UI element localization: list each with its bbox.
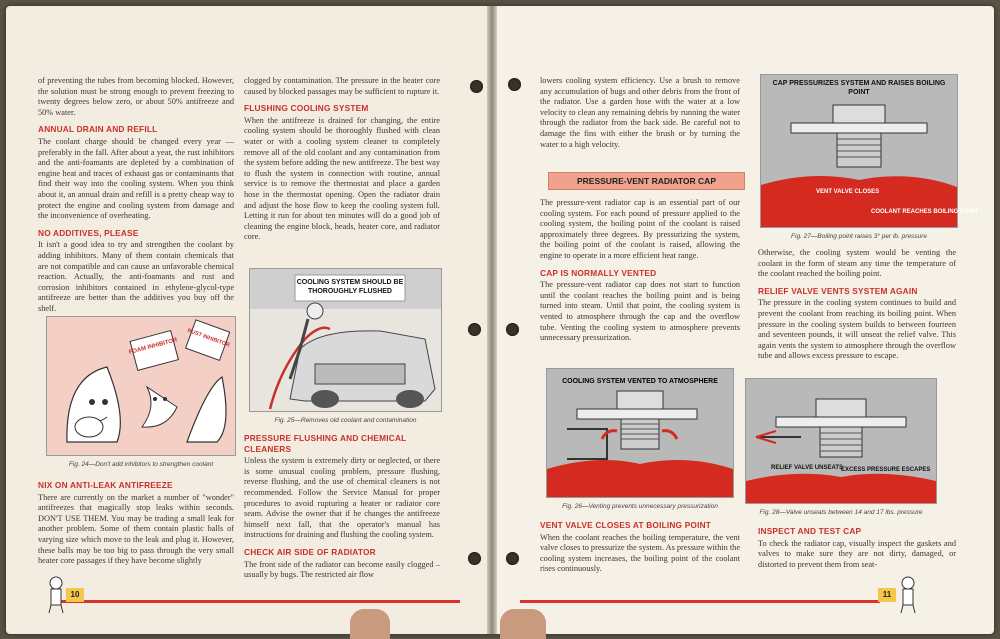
binder-hole	[508, 78, 521, 91]
paragraph: To check the radiator cap, visually inspect the gaskets and valves to make sure they are not dirty, damaged, or distorted to prevent them from seat-	[758, 538, 956, 569]
figure-caption: Fig. 25—Removes old coolant and contamination	[274, 417, 417, 424]
right-column-1-bottom	[540, 514, 740, 578]
binder-hole	[468, 552, 481, 565]
binder-hole	[470, 80, 483, 93]
paragraph: Unless the system is extremely dirty or neglected, or there is some unusual cooling problem, pressure flushing, reverse flushing, and the use of chemical cleaners is not recommended. Follow the Service Manual for proper procedures to avoid rupturing a heater or radiator core seam. Advise the owner that if he changes the antifreeze himself next fall, that the operator's manual has instructions for draining and flushing the cooling system.	[244, 456, 440, 540]
left-column-1	[38, 76, 234, 317]
right-column-2-bottom	[758, 520, 956, 573]
section-banner: PRESSURE-VENT RADIATOR CAP	[548, 172, 745, 190]
paragraph: When the antifreeze is drained for changing, the entire cooling system should be thoroughly flushed with clean water or with a cooling system cleaner to completely remove all of the old coolant and any contamination from the system before adding the new antifreeze. The best way to flush the system in connection with routine, annual service is to remove the thermostat and place a garden hose in the thermostat opening. Open the radiator drain and adjust the hose flow to keep the cooling system full. Letting it run for about ten minutes will do a good job of cleaning the engine block, heads, heater core, and radiator core.	[244, 115, 440, 242]
heading-relief-valve: RELIEF VALVE VENTS SYSTEM AGAIN	[758, 285, 918, 296]
figure-title: CAP PRESSURIZES SYSTEM AND RAISES BOILING POINT	[772, 80, 946, 96]
figure-25	[249, 268, 442, 424]
heading-no-additives: NO ADDITIVES, PLEASE	[38, 227, 139, 238]
left-column-2	[244, 76, 440, 246]
paragraph: The pressure-vent radiator cap is an essential part of our cooling system. For each pound of pressure applied to the cooling system, the boiling point of the coolant is raised approximately three degrees. By pressurizing the system, the boiling point of the coolant is raised, allowing the engine to operate in a more efficient heat range.	[540, 198, 740, 260]
binding-gutter	[487, 6, 497, 634]
can-label-rust: RUST INHIBITOR	[186, 327, 231, 349]
inhibitor-cartoon-illustration	[47, 317, 235, 455]
right-column-2	[758, 248, 956, 365]
paragraph: lowers cooling system efficiency. Use a brush to remove any accumulation of bugs and other debris from the front of the radiator. Use a garden hose with the water at a low velocity to clean any remaining debris by running the water through the radiator from the back side. Be careful not to damage the fins with either the brush or by turning the water to a high velocity.	[540, 76, 740, 149]
figure-caption: Fig. 28—Valve unseats between 14 and 17 lbs. pressure	[759, 509, 923, 516]
finger-right	[500, 609, 546, 639]
heading-vent-valve-closes: VENT VALVE CLOSES AT BOILING POINT	[540, 520, 712, 530]
page-number-right: 11	[878, 588, 896, 602]
left-column-1-bottom	[38, 474, 234, 570]
figure-caption: Fig. 26—Venting prevents unnecessary pressurization	[562, 503, 718, 510]
diagram-label: RELIEF VALVE UNSEATS	[771, 465, 844, 471]
left-column-2-bottom	[244, 427, 440, 584]
vented-cap-diagram	[547, 369, 733, 497]
paragraph: The pressure-vent radiator cap does not start to function until the coolant reaches the boiling point and is being turned into steam. Until that point, the cooling system is vented to atmosphere through the cap and the overflow tube. Venting the cooling system to atmosphere prevents unnecessary pressurization.	[540, 280, 740, 343]
heading-check-air-side: CHECK AIR SIDE OF RADIATOR	[244, 546, 376, 557]
diagram-label: EXCESS PRESSURE ESCAPES	[841, 467, 931, 473]
mascot-icon	[46, 575, 66, 615]
footer-rule-left	[60, 600, 460, 603]
relief-valve-diagram	[746, 379, 936, 503]
figure-24	[46, 316, 236, 468]
heading-inspect-test-cap: INSPECT AND TEST CAP	[758, 526, 862, 536]
right-column-1	[540, 76, 740, 153]
binder-hole	[506, 552, 519, 565]
paragraph: When the coolant reaches the boiling temperature, the vent valve closes to pressurize the system. As pressure within the cooling system increases, the boiling point of the coolant rises continuously.	[540, 532, 741, 574]
paragraph: of preventing the tubes from becoming blocked. However, the solution must be strong enough to prevent freezing to twenty degrees below zero, or about 50% antifreeze and 50% water.	[38, 76, 234, 117]
pressurized-cap-diagram	[761, 75, 979, 227]
paragraph: clogged by contamination. The pressure in the heater core caused by blocked passages may be sufficient to rupture it.	[244, 76, 440, 96]
can-label-foam: FOAM INHIBITOR	[128, 337, 179, 356]
figure-26	[546, 368, 734, 510]
heading-cap-vented: CAP IS NORMALLY VENTED	[540, 267, 657, 278]
diagram-label: COOLANT REACHES BOILING POINT	[871, 209, 979, 215]
heading-pressure-flushing: PRESSURE FLUSHING AND CHEMICAL CLEANERS	[244, 433, 407, 454]
heading-annual-drain: ANNUAL DRAIN AND REFILL	[38, 124, 158, 135]
figure-28	[745, 378, 937, 516]
paragraph: Otherwise, the cooling system would be venting the coolant in the form of steam any time the temperature of the coolant reached the boiling point.	[758, 248, 956, 279]
finger-left	[350, 609, 390, 639]
figure-caption: Fig. 24—Don't add inhibitors to strengthen coolant	[68, 461, 214, 468]
paragraph: The front side of the radiator can become easily clogged – usually by bugs. The restricted air flow	[244, 559, 440, 580]
paragraph: The coolant charge should be changed every year — preferably in the fall. After about a year, the rust inhibitors and the anti-foamants are depleted by a combination of engine heat and traces of exhaust gas or contaminants that find their way into the cooling system. When you think about it, an annual drain and refill is a pretty cheap way to protect the engine and cooling system from damage and the inconvenience of overheating.	[38, 136, 234, 221]
heading-nix-anti-leak: NIX ON ANTI-LEAK ANTIFREEZE	[38, 480, 173, 490]
binder-hole	[468, 323, 481, 336]
figure-title: COOLING SYSTEM VENTED TO ATMOSPHERE	[562, 378, 718, 385]
right-column-1-mid	[540, 198, 740, 347]
flushing-illustration	[250, 269, 441, 411]
paragraph: The pressure in the cooling system continues to build and prevent the coolant from reaching its boiling point. When pressure in the cooling system builds to between fourteen and seventeen pounds, it will unseat the relief valve. This again vents the system to atmosphere through the overflow tube and allows excess pressure to escape.	[758, 298, 956, 361]
paragraph: It isn't a good idea to try and strengthen the coolant by adding inhibitors. Many of them contain chemicals that are not compatible and can cause an unfavorable chemical reaction. Actually, the anti-foamants and rust and corrosion inhibitors contained in ethylene-glycol-type antifreeze are better than the additives you buy off the shelf.	[38, 240, 234, 313]
heading-flushing: FLUSHING COOLING SYSTEM	[244, 103, 369, 114]
mascot-icon	[898, 575, 918, 615]
paragraph: There are currently on the market a number of "wonder" antifreezes that magically stop leaks within seconds. DON'T USE THEM. You may be trading a small leak for another problem. Some of them contain plastic balls of varying size which move to the leak and plug it. However, these balls may be too big to pass through the very small heater core passages if they have become slightly	[38, 492, 234, 566]
diagram-label: VENT VALVE CLOSES	[816, 189, 880, 195]
figure-27	[760, 74, 979, 240]
figure-caption: Fig. 27—Boiling point raises 3° per lb. pressure	[791, 233, 927, 240]
binder-hole	[506, 323, 519, 336]
figure-title: COOLING SYSTEM SHOULD BE THOROUGHLY FLUSHED	[296, 279, 404, 295]
page-number-left: 10	[66, 588, 84, 602]
footer-rule-right	[520, 600, 880, 603]
